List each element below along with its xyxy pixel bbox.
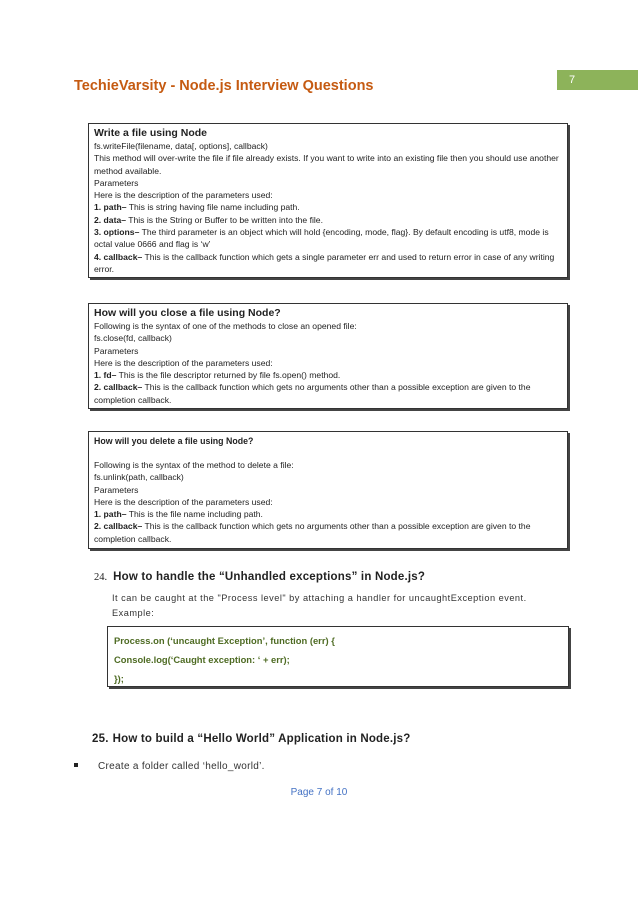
code-example-box — [107, 626, 569, 687]
box-question: How will you delete a file using Node? — [94, 436, 254, 446]
param-item — [94, 214, 562, 226]
write-file-box — [88, 123, 568, 278]
box-line: Parameters — [94, 177, 139, 188]
param-text: This is string having file name including path. — [126, 202, 300, 213]
page-footer: Page 7 of 10 — [290, 787, 348, 798]
box-line: Following is the syntax of one of the methods to close an opened file: — [94, 321, 357, 331]
code-line: Process.on (‘uncaught Exception’, function (err) { — [114, 635, 335, 646]
param-text: This is the callback function which gets no arguments other than a possible exception are given to the completion callback. — [94, 521, 531, 544]
param-item — [94, 201, 562, 213]
box-question: Write a file using Node — [94, 127, 207, 139]
box-line: Parameters — [94, 345, 139, 356]
close-file-box — [88, 303, 568, 409]
param-text: This is the file descriptor returned by file fs.open() method. — [116, 370, 341, 381]
box-line: Here is the description of the parameters used: — [94, 357, 273, 368]
box-line: fs.writeFile(filename, data[, options], callback) — [94, 141, 268, 151]
param-key: 1. path– — [94, 509, 127, 520]
question-number: 25. — [92, 733, 109, 745]
box-question: How will you close a file using Node? — [94, 307, 281, 319]
param-key: 4. callback– — [94, 251, 143, 262]
param-key: 1. path– — [94, 202, 127, 213]
param-key: 2. data– — [94, 214, 127, 225]
param-item — [94, 520, 562, 545]
param-item — [94, 369, 562, 381]
param-item — [94, 508, 562, 520]
param-text: This is the file name including path. — [126, 509, 263, 520]
question-title: How to build a “Hello World” Application in Node.js? — [112, 733, 411, 745]
code-line: Console.log(‘Caught exception: ‘ + err); — [114, 654, 290, 665]
document-title: TechieVarsity - Node.js Interview Questions — [74, 78, 374, 94]
code-line: }); — [114, 673, 124, 684]
param-text: The third parameter is an object which will hold {encoding, mode, flag}. By default encoding is utf8, mode is octal value 0666 and flag is ‘w’ — [94, 227, 549, 250]
box-line: fs.close(fd, callback) — [94, 333, 172, 344]
question-number: 24. — [94, 572, 108, 583]
box-line: Parameters — [94, 484, 139, 495]
bullet-square-icon — [74, 763, 78, 767]
page-number-tab — [557, 70, 638, 90]
param-key: 2. callback– — [94, 382, 143, 393]
delete-file-box — [88, 431, 568, 549]
param-item — [94, 381, 562, 406]
question-24-text: It can be caught at the "Process level" by attaching a handler for uncaughtException event. Example: — [112, 593, 527, 618]
param-item — [94, 226, 562, 251]
page-number: 7 — [569, 74, 576, 86]
box-line: This method will over-write the file if file already exists. If you want to write into an existing file then you should use another method available. — [94, 153, 559, 176]
param-key: 1. fd– — [94, 370, 117, 381]
question-24-heading — [94, 571, 425, 583]
param-item — [94, 251, 562, 276]
param-text: This is the callback function which gets no arguments other than a possible exception are given to the completion callback. — [94, 382, 531, 405]
question-25-heading — [92, 733, 411, 745]
param-key: 2. callback– — [94, 521, 143, 532]
box-line: Here is the description of the parameters used: — [94, 496, 273, 507]
param-text: This is the String or Buffer to be written into the file. — [126, 214, 323, 225]
bullet-item — [74, 761, 265, 772]
param-text: This is the callback function which gets a single parameter err and used to return error in case of any writing error. — [94, 251, 555, 274]
box-line: Here is the description of the parameters used: — [94, 190, 273, 201]
box-line: Following is the syntax of the method to delete a file: — [94, 460, 294, 470]
box-line: fs.unlink(path, callback) — [94, 472, 184, 483]
bullet-text: Create a folder called ‘hello_world’. — [98, 761, 265, 772]
question-title: How to handle the “Unhandled exceptions” in Node.js? — [113, 571, 426, 583]
param-key: 3. options– — [94, 227, 140, 238]
